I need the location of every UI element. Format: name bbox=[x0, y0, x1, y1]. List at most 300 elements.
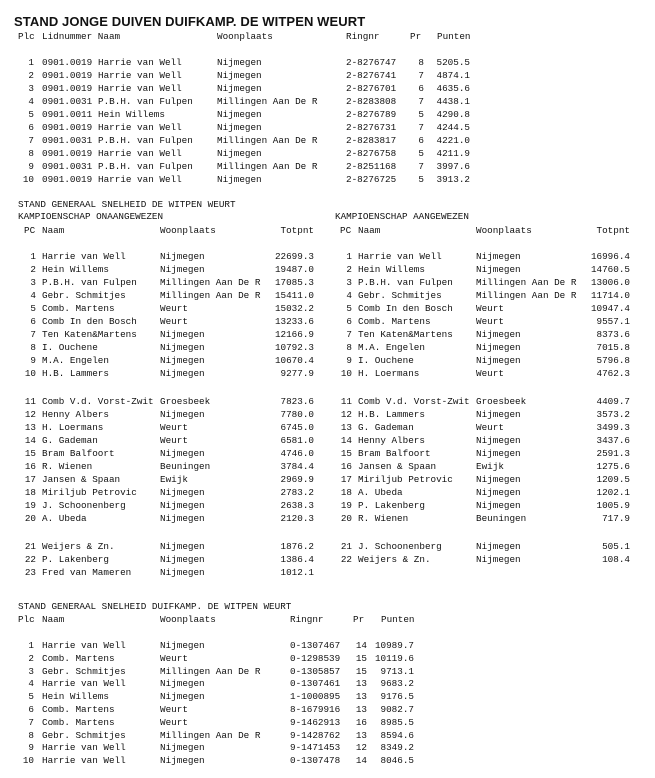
cell-pc: 17 bbox=[340, 474, 352, 485]
header-ringnr: Ringnr bbox=[290, 614, 324, 625]
generaal-heading: STAND GENERAAL SNELHEID DE WITPEN WEURT bbox=[18, 199, 236, 210]
cell-naam: Henny Albers bbox=[42, 409, 109, 420]
cell-woonplaats: Nijmegen bbox=[160, 409, 205, 420]
cell-naam: Gebr. Schmitjes bbox=[42, 665, 126, 677]
header-pc-right: PC bbox=[340, 225, 352, 236]
cell-pc: 16 bbox=[24, 461, 36, 472]
table-row bbox=[0, 512, 655, 525]
cell-totpnt: 4746.0 bbox=[280, 448, 314, 459]
cell-naam: Miriljub Petrovic bbox=[358, 474, 453, 485]
cell-totpnt: 1386.4 bbox=[280, 554, 314, 565]
cell-pc: 2 bbox=[346, 264, 352, 275]
cell-naam: Comb. Martens bbox=[42, 716, 115, 728]
cell-woonplaats: Weurt bbox=[476, 368, 504, 379]
cell-lidnummer: 0901.0031 bbox=[42, 161, 93, 172]
table-row bbox=[0, 486, 655, 499]
cell-ringnr: 0-1307461 bbox=[290, 678, 341, 690]
cell-totpnt: 6581.0 bbox=[280, 435, 314, 446]
cell-plc: 3 bbox=[28, 665, 34, 677]
table-row bbox=[0, 302, 655, 315]
cell-pr: 6 bbox=[418, 135, 424, 146]
cell-pr: 5 bbox=[418, 174, 424, 185]
cell-plc: 10 bbox=[22, 174, 34, 185]
header-woonplaats: Woonplaats bbox=[160, 614, 216, 625]
cell-woonplaats: Millingen Aan De R bbox=[217, 161, 318, 172]
cell-ringnr: 2-8283808 bbox=[346, 96, 397, 107]
cell-ringnr: 0-1305857 bbox=[290, 665, 341, 677]
cell-totpnt: 14760.5 bbox=[590, 264, 630, 275]
cell-punten: 9683.2 bbox=[380, 678, 414, 690]
cell-pc: 1 bbox=[346, 251, 352, 262]
onaangewezen-heading: KAMPIOENSCHAP ONAANGEWEZEN bbox=[18, 211, 164, 222]
cell-woonplaats: Nijmegen bbox=[217, 122, 262, 133]
cell-woonplaats: Millingen Aan De R bbox=[160, 277, 261, 288]
table-row bbox=[0, 434, 655, 447]
cell-pc: 20 bbox=[340, 513, 352, 524]
cell-naam: P. Lakenberg bbox=[358, 500, 425, 511]
cell-plc: 6 bbox=[28, 122, 34, 133]
cell-punten: 4221.0 bbox=[436, 135, 470, 146]
cell-ringnr: 2-8276725 bbox=[346, 174, 397, 185]
cell-naam: Harrie van Well bbox=[98, 70, 182, 81]
cell-woonplaats: Weurt bbox=[160, 652, 188, 664]
cell-woonplaats: Nijmegen bbox=[160, 742, 205, 754]
cell-pc: 21 bbox=[340, 541, 352, 552]
table-row bbox=[0, 367, 655, 380]
cell-totpnt: 8373.6 bbox=[596, 329, 630, 340]
header-pr: Pr bbox=[353, 614, 365, 625]
cell-naam: Bram Balfoort bbox=[358, 448, 431, 459]
cell-naam: P. Lakenberg bbox=[42, 554, 109, 565]
cell-pr: 7 bbox=[418, 161, 424, 172]
cell-naam: H. Loermans bbox=[358, 368, 420, 379]
cell-ringnr: 2-8276701 bbox=[346, 83, 397, 94]
table-row bbox=[0, 652, 655, 665]
table-row bbox=[0, 341, 655, 354]
header-totpnt-right: Totpnt bbox=[596, 225, 630, 236]
cell-pc: 13 bbox=[24, 422, 36, 433]
cell-naam: M.A. Engelen bbox=[42, 355, 109, 366]
cell-punten: 8985.5 bbox=[380, 716, 414, 728]
cell-plc: 7 bbox=[28, 716, 34, 728]
table-row bbox=[0, 677, 655, 690]
header-naam-left: Naam bbox=[42, 225, 65, 236]
cell-pr: 13 bbox=[355, 691, 367, 703]
cell-pc: 6 bbox=[346, 316, 352, 327]
cell-naam: Harrie van Well bbox=[98, 57, 182, 68]
cell-woonplaats: Nijmegen bbox=[160, 448, 205, 459]
cell-naam: A. Ubeda bbox=[42, 513, 87, 524]
cell-totpnt: 12166.9 bbox=[274, 329, 314, 340]
cell-naam: Jansen & Spaan bbox=[42, 474, 121, 485]
cell-naam: Comb. Martens bbox=[42, 652, 115, 664]
cell-pc: 14 bbox=[340, 435, 352, 446]
cell-ringnr: 0-1307467 bbox=[290, 640, 341, 651]
cell-woonplaats: Nijmegen bbox=[160, 554, 205, 565]
cell-punten: 8046.5 bbox=[380, 755, 414, 767]
cell-naam: J. Schoonenberg bbox=[358, 541, 442, 552]
cell-woonplaats: Nijmegen bbox=[160, 355, 205, 366]
table-row bbox=[0, 69, 655, 82]
cell-punten: 9176.5 bbox=[380, 691, 414, 703]
cell-totpnt: 3499.3 bbox=[596, 422, 630, 433]
cell-naam: Hein Willems bbox=[98, 109, 165, 120]
table-row bbox=[0, 160, 655, 173]
cell-pr: 13 bbox=[355, 729, 367, 741]
table-row bbox=[0, 447, 655, 460]
cell-woonplaats: Nijmegen bbox=[476, 500, 521, 511]
cell-ringnr: 9-1462913 bbox=[290, 716, 341, 728]
cell-naam: H. Loermans bbox=[42, 422, 104, 433]
cell-totpnt: 5796.8 bbox=[596, 355, 630, 366]
table-row bbox=[0, 173, 655, 186]
cell-woonplaats: Weurt bbox=[160, 435, 188, 446]
cell-punten: 3913.2 bbox=[436, 174, 470, 185]
cell-ringnr: 2-8276741 bbox=[346, 70, 397, 81]
cell-pc: 7 bbox=[30, 329, 36, 340]
header-naam-right: Naam bbox=[358, 225, 381, 236]
cell-naam: Ten Katen&Martens bbox=[42, 329, 137, 340]
table-row bbox=[0, 328, 655, 341]
table-row bbox=[0, 56, 655, 69]
cell-plc: 3 bbox=[28, 83, 34, 94]
cell-woonplaats: Weurt bbox=[160, 422, 188, 433]
cell-punten: 3997.6 bbox=[436, 161, 470, 172]
header-ringnr: Ringnr bbox=[346, 31, 380, 42]
cell-woonplaats: Nijmegen bbox=[160, 487, 205, 498]
header-lidnummer-naam: Lidnummer Naam bbox=[42, 31, 121, 42]
cell-woonplaats: Nijmegen bbox=[476, 264, 521, 275]
cell-totpnt: 10670.4 bbox=[274, 355, 314, 366]
jonge-header-row bbox=[0, 30, 655, 43]
cell-totpnt: 10792.3 bbox=[274, 342, 314, 353]
cell-totpnt: 2638.3 bbox=[280, 500, 314, 511]
cell-naam: Harrie van Well bbox=[42, 742, 126, 754]
cell-punten: 9713.1 bbox=[380, 665, 414, 677]
header-woonplaats-right: Woonplaats bbox=[476, 225, 532, 236]
cell-naam: Hein Willems bbox=[358, 264, 425, 275]
cell-woonplaats: Nijmegen bbox=[217, 109, 262, 120]
cell-pc: 18 bbox=[24, 487, 36, 498]
cell-pr: 14 bbox=[355, 640, 367, 651]
cell-woonplaats: Millingen Aan De R bbox=[476, 277, 577, 288]
cell-pc: 22 bbox=[340, 554, 352, 565]
table-row bbox=[0, 354, 655, 367]
cell-pc: 10 bbox=[24, 368, 36, 379]
cell-naam: Comb. Martens bbox=[358, 316, 431, 327]
cell-woonplaats: Nijmegen bbox=[160, 251, 205, 262]
cell-totpnt: 7823.6 bbox=[280, 396, 314, 407]
table-row bbox=[0, 82, 655, 95]
cell-plc: 2 bbox=[28, 652, 34, 664]
cell-naam: Hein Willems bbox=[42, 264, 109, 275]
cell-lidnummer: 0901.0019 bbox=[42, 70, 93, 81]
cell-pc: 1 bbox=[30, 251, 36, 262]
cell-totpnt: 15032.2 bbox=[274, 303, 314, 314]
table-row bbox=[0, 395, 655, 408]
cell-naam: Harrie van Well bbox=[358, 251, 442, 262]
cell-naam: Comb In den Bosch bbox=[358, 303, 453, 314]
cell-pc: 23 bbox=[24, 567, 36, 578]
cell-naam: Gebr. Schmitjes bbox=[358, 290, 442, 301]
cell-totpnt: 1876.2 bbox=[280, 541, 314, 552]
table-row bbox=[0, 566, 655, 579]
cell-pc: 15 bbox=[24, 448, 36, 459]
cell-pc: 15 bbox=[340, 448, 352, 459]
cell-woonplaats: Nijmegen bbox=[476, 355, 521, 366]
cell-woonplaats: Weurt bbox=[160, 303, 188, 314]
cell-woonplaats: Nijmegen bbox=[160, 691, 205, 703]
cell-lidnummer: 0901.0031 bbox=[42, 135, 93, 146]
cell-ringnr: 2-8276747 bbox=[346, 57, 397, 68]
cell-pr: 12 bbox=[355, 742, 367, 754]
cell-woonplaats: Groesbeek bbox=[476, 396, 527, 407]
cell-woonplaats: Nijmegen bbox=[476, 342, 521, 353]
cell-woonplaats: Nijmegen bbox=[160, 678, 205, 690]
cell-lidnummer: 0901.0019 bbox=[42, 83, 93, 94]
header-plc: Plc bbox=[18, 614, 35, 625]
cell-woonplaats: Groesbeek bbox=[160, 396, 211, 407]
cell-totpnt: 2591.3 bbox=[596, 448, 630, 459]
cell-plc: 5 bbox=[28, 691, 34, 703]
cell-naam: Comb V.d. Vorst-Zwit bbox=[358, 396, 470, 407]
cell-woonplaats: Nijmegen bbox=[217, 70, 262, 81]
cell-pc: 19 bbox=[24, 500, 36, 511]
table-row bbox=[0, 460, 655, 473]
cell-woonplaats: Nijmegen bbox=[476, 409, 521, 420]
cell-pr: 7 bbox=[418, 70, 424, 81]
cell-punten: 10989.7 bbox=[374, 640, 414, 651]
table-row bbox=[0, 473, 655, 486]
cell-totpnt: 6745.0 bbox=[280, 422, 314, 433]
cell-naam: R. Wienen bbox=[358, 513, 409, 524]
header-naam: Naam bbox=[42, 614, 65, 625]
cell-ringnr: 2-8283817 bbox=[346, 135, 397, 146]
cell-naam: Harrie van Well bbox=[98, 174, 182, 185]
cell-totpnt: 11714.0 bbox=[590, 290, 630, 301]
cell-pr: 7 bbox=[418, 122, 424, 133]
cell-pc: 21 bbox=[24, 541, 36, 552]
cell-pr: 13 bbox=[355, 704, 367, 715]
table-row bbox=[0, 754, 655, 767]
cell-pc: 11 bbox=[340, 396, 352, 407]
cell-naam: Comb In den Bosch bbox=[42, 316, 137, 327]
cell-lidnummer: 0901.0019 bbox=[42, 174, 93, 185]
cell-lidnummer: 0901.0019 bbox=[42, 122, 93, 133]
table-row bbox=[0, 499, 655, 512]
cell-naam: Harrie van Well bbox=[42, 755, 126, 767]
header-pr: Pr bbox=[410, 31, 422, 42]
cell-totpnt: 9277.9 bbox=[280, 368, 314, 379]
cell-pc: 7 bbox=[346, 329, 352, 340]
cell-punten: 9082.7 bbox=[380, 704, 414, 715]
cell-woonplaats: Beuningen bbox=[476, 513, 527, 524]
cell-totpnt: 3784.4 bbox=[280, 461, 314, 472]
cell-totpnt: 108.4 bbox=[602, 554, 630, 565]
cell-naam: Gebr. Schmitjes bbox=[42, 290, 126, 301]
cell-woonplaats: Beuningen bbox=[160, 461, 211, 472]
table-row bbox=[0, 408, 655, 421]
cell-pr: 7 bbox=[418, 96, 424, 107]
cell-totpnt: 15411.0 bbox=[274, 290, 314, 301]
cell-woonplaats: Nijmegen bbox=[160, 329, 205, 340]
cell-totpnt: 1012.1 bbox=[280, 567, 314, 578]
table-row bbox=[0, 716, 655, 729]
cell-naam: P.B.H. van Fulpen bbox=[42, 277, 137, 288]
cell-totpnt: 2783.2 bbox=[280, 487, 314, 498]
cell-woonplaats: Weurt bbox=[160, 704, 188, 715]
cell-naam: Weijers & Zn. bbox=[358, 554, 431, 565]
table-row bbox=[0, 95, 655, 108]
cell-naam: Harrie van Well bbox=[98, 122, 182, 133]
table-row bbox=[0, 729, 655, 742]
table-row bbox=[0, 741, 655, 754]
cell-woonplaats: Millingen Aan De R bbox=[160, 665, 261, 677]
cell-ringnr: 2-8276789 bbox=[346, 109, 397, 120]
cell-woonplaats: Nijmegen bbox=[160, 500, 205, 511]
cell-naam: J. Schoonenberg bbox=[42, 500, 126, 511]
cell-naam: Fred van Mameren bbox=[42, 567, 132, 578]
cell-punten: 5205.5 bbox=[436, 57, 470, 68]
cell-woonplaats: Nijmegen bbox=[217, 57, 262, 68]
duifkamp-heading: STAND GENERAAL SNELHEID DUIFKAMP. DE WITPEN WEURT bbox=[18, 601, 292, 612]
cell-totpnt: 7015.8 bbox=[596, 342, 630, 353]
cell-woonplaats: Nijmegen bbox=[476, 554, 521, 565]
cell-plc: 8 bbox=[28, 729, 34, 741]
cell-pc: 4 bbox=[346, 290, 352, 301]
cell-naam: Henny Albers bbox=[358, 435, 425, 446]
cell-plc: 9 bbox=[28, 742, 34, 754]
cell-pc: 19 bbox=[340, 500, 352, 511]
cell-pc: 20 bbox=[24, 513, 36, 524]
cell-plc: 10 bbox=[22, 755, 34, 767]
cell-pc: 6 bbox=[30, 316, 36, 327]
cell-plc: 8 bbox=[28, 148, 34, 159]
cell-totpnt: 4409.7 bbox=[596, 396, 630, 407]
cell-plc: 1 bbox=[28, 640, 34, 651]
table-row bbox=[0, 639, 655, 652]
cell-pc: 12 bbox=[24, 409, 36, 420]
cell-totpnt: 16996.4 bbox=[590, 251, 630, 262]
cell-totpnt: 17085.3 bbox=[274, 277, 314, 288]
cell-plc: 9 bbox=[28, 161, 34, 172]
cell-naam: Gebr. Schmitjes bbox=[42, 729, 126, 741]
cell-punten: 4290.8 bbox=[436, 109, 470, 120]
cell-woonplaats: Nijmegen bbox=[476, 474, 521, 485]
cell-woonplaats: Nijmegen bbox=[217, 83, 262, 94]
cell-pr: 6 bbox=[418, 83, 424, 94]
cell-naam: I. Ouchene bbox=[358, 355, 414, 366]
cell-naam: A. Ubeda bbox=[358, 487, 403, 498]
table-row bbox=[0, 540, 655, 553]
cell-woonplaats: Weurt bbox=[160, 716, 188, 728]
cell-totpnt: 717.9 bbox=[602, 513, 630, 524]
header-punten: Punten bbox=[437, 31, 471, 42]
cell-totpnt: 3437.6 bbox=[596, 435, 630, 446]
header-woonplaats-left: Woonplaats bbox=[160, 225, 216, 236]
cell-pc: 10 bbox=[340, 368, 352, 379]
cell-woonplaats: Nijmegen bbox=[160, 342, 205, 353]
cell-totpnt: 13006.0 bbox=[590, 277, 630, 288]
cell-naam: P.B.H. van Fulpen bbox=[98, 135, 193, 146]
cell-woonplaats: Nijmegen bbox=[476, 329, 521, 340]
cell-lidnummer: 0901.0011 bbox=[42, 109, 93, 120]
aangewezen-heading: KAMPIOENSCHAP AANGEWEZEN bbox=[335, 211, 469, 222]
cell-totpnt: 1005.9 bbox=[596, 500, 630, 511]
cell-pr: 14 bbox=[355, 755, 367, 767]
cell-totpnt: 13233.6 bbox=[274, 316, 314, 327]
cell-pc: 16 bbox=[340, 461, 352, 472]
cell-woonplaats: Millingen Aan De R bbox=[160, 729, 261, 741]
cell-ringnr: 0-1298539 bbox=[290, 652, 341, 664]
cell-naam: Hein Willems bbox=[42, 691, 109, 703]
cell-woonplaats: Weurt bbox=[476, 316, 504, 327]
cell-totpnt: 1275.6 bbox=[596, 461, 630, 472]
cell-totpnt: 4762.3 bbox=[596, 368, 630, 379]
table-row bbox=[0, 703, 655, 716]
cell-ringnr: 0-1307478 bbox=[290, 755, 341, 767]
cell-woonplaats: Nijmegen bbox=[476, 251, 521, 262]
cell-pc: 13 bbox=[340, 422, 352, 433]
cell-woonplaats: Millingen Aan De R bbox=[217, 135, 318, 146]
table-row bbox=[0, 553, 655, 566]
cell-woonplaats: Nijmegen bbox=[476, 448, 521, 459]
cell-naam: Harrie van Well bbox=[98, 148, 182, 159]
cell-naam: Harrie van Well bbox=[42, 678, 126, 690]
cell-naam: Harrie van Well bbox=[42, 640, 126, 651]
cell-pr: 8 bbox=[418, 57, 424, 68]
cell-punten: 4874.1 bbox=[436, 70, 470, 81]
cell-totpnt: 505.1 bbox=[602, 541, 630, 552]
header-plc: Plc bbox=[18, 31, 35, 42]
table-row bbox=[0, 250, 655, 263]
cell-totpnt: 10947.4 bbox=[590, 303, 630, 314]
table-row bbox=[0, 276, 655, 289]
cell-woonplaats: Ewijk bbox=[160, 474, 188, 485]
cell-pc: 22 bbox=[24, 554, 36, 565]
cell-woonplaats: Ewijk bbox=[476, 461, 504, 472]
cell-naam: Bram Balfoort bbox=[42, 448, 115, 459]
cell-woonplaats: Nijmegen bbox=[217, 174, 262, 185]
cell-lidnummer: 0901.0019 bbox=[42, 57, 93, 68]
cell-naam: M.A. Engelen bbox=[358, 342, 425, 353]
cell-naam: Jansen & Spaan bbox=[358, 461, 437, 472]
generaal-header-row bbox=[0, 224, 655, 237]
cell-woonplaats: Weurt bbox=[476, 422, 504, 433]
cell-punten: 8594.6 bbox=[380, 729, 414, 741]
table-row bbox=[0, 147, 655, 160]
cell-punten: 4635.6 bbox=[436, 83, 470, 94]
cell-woonplaats: Nijmegen bbox=[160, 567, 205, 578]
cell-plc: 1 bbox=[28, 57, 34, 68]
cell-ringnr: 2-8251168 bbox=[346, 161, 397, 172]
cell-naam: P.B.H. van Fulpen bbox=[358, 277, 453, 288]
cell-pc: 17 bbox=[24, 474, 36, 485]
cell-totpnt: 19487.0 bbox=[274, 264, 314, 275]
cell-naam: Harrie van Well bbox=[98, 83, 182, 94]
header-pc-left: PC bbox=[24, 225, 36, 236]
table-row bbox=[0, 263, 655, 276]
cell-woonplaats: Nijmegen bbox=[160, 368, 205, 379]
cell-totpnt: 9557.1 bbox=[596, 316, 630, 327]
cell-naam: Comb. Martens bbox=[42, 704, 115, 715]
cell-naam: Miriljub Petrovic bbox=[42, 487, 137, 498]
cell-pc: 3 bbox=[346, 277, 352, 288]
cell-woonplaats: Nijmegen bbox=[476, 541, 521, 552]
cell-totpnt: 2969.9 bbox=[280, 474, 314, 485]
cell-lidnummer: 0901.0019 bbox=[42, 148, 93, 159]
table-row bbox=[0, 665, 655, 678]
